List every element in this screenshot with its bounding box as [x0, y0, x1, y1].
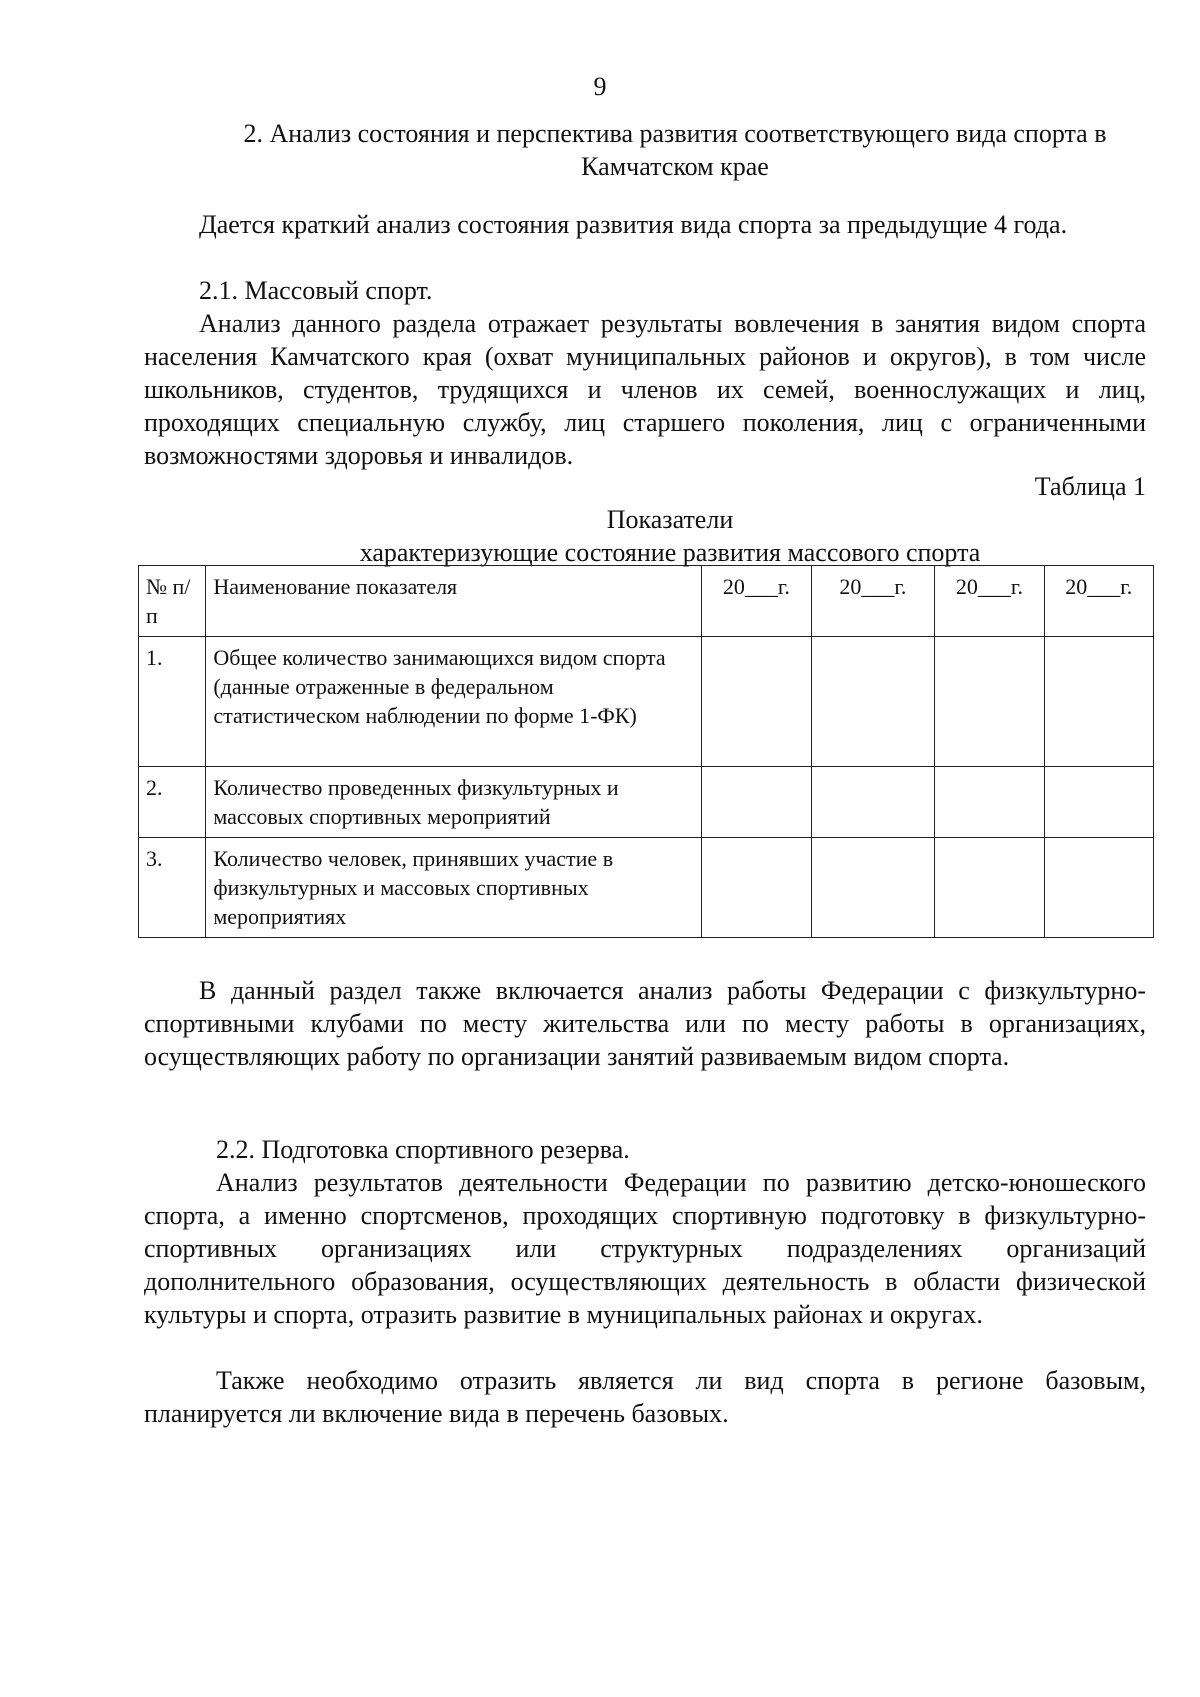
- row-value-cell: [935, 838, 1044, 938]
- table-label: Таблица 1: [1034, 472, 1146, 501]
- header-year-3: 20___г.: [935, 566, 1044, 637]
- row-value-cell: [811, 637, 935, 767]
- reserve-paragraph: Анализ результатов деятельности Федерации по развитию детско-юношеского спорта, а именно спортсменов, проходящих спортивную подготовку в физкультурно-спортивных организациях или структурных подразделениях организаций дополнительного образования, осуществляющих деятельность в области физической культуры и спорта, отразить развитие в муниципальных районах и округах.: [144, 1168, 1146, 1329]
- table-row: [139, 838, 1154, 938]
- row-value-cell: [1044, 637, 1153, 767]
- row-value-cell: [935, 767, 1044, 838]
- row-num: 3.: [139, 838, 206, 938]
- row-value-cell: [811, 767, 935, 838]
- row-name: Общее количество занимающихся видом спорта (данные отраженные в федеральном статистическом наблюдении по форме 1-ФК): [206, 637, 702, 767]
- row-name: Количество проведенных физкультурных и массовых спортивных мероприятий: [206, 767, 702, 838]
- table-caption-line-2: характеризующие состояние развития массового спорта: [359, 538, 981, 567]
- row-num: 2.: [139, 767, 206, 838]
- table-row: [139, 637, 1154, 767]
- table-row: [139, 767, 1154, 838]
- row-value-cell: [1044, 767, 1153, 838]
- row-name: Количество человек, принявших участие в физкультурных и массовых спортивных мероприятиях: [206, 838, 702, 938]
- header-year-2: 20___г.: [811, 566, 935, 637]
- section-title-line-1: 2. Анализ состояния и перспектива развития соответствующего вида спорта в: [243, 119, 1107, 148]
- row-value-cell: [811, 838, 935, 938]
- row-value-cell: [702, 838, 811, 938]
- intro-paragraph: Дается краткий анализ состояния развития вида спорта за предыдущие 4 года.: [199, 210, 1068, 239]
- section-title-line-2: Камчатском крае: [581, 152, 769, 181]
- row-value-cell: [935, 637, 1044, 767]
- subsection-heading-mass-sport: 2.1. Массовый спорт.: [199, 276, 433, 305]
- row-num: 1.: [139, 637, 206, 767]
- header-name: Наименование показателя: [206, 566, 702, 637]
- indicators-table: [138, 565, 1154, 938]
- table-caption-line-1: Показатели: [606, 505, 734, 534]
- section-title: [144, 117, 1146, 183]
- row-value-cell: [702, 767, 811, 838]
- base-sport-paragraph: Также необходимо отразить является ли вид спорта в регионе базовым, планируется ли включение вида в перечень базовых.: [144, 1366, 1146, 1428]
- clubs-paragraph: В данный раздел также включается анализ работы Федерации с физкультурно-спортивными клубами по месту жительства или по месту работы в организациях, осуществляющих работу по организации занятий развиваемым видом спорта.: [144, 976, 1146, 1071]
- table-header-row: [139, 566, 1154, 637]
- header-num: № п/п: [139, 566, 206, 637]
- header-year-1: 20___г.: [702, 566, 811, 637]
- row-value-cell: [702, 637, 811, 767]
- mass-sport-paragraph: Анализ данного раздела отражает результаты вовлечения в занятия видом спорта населения Камчатского края (охват муниципальных районов и округов), в том числе школьников, студентов, трудящихся и членов их семей, военнослужащих и лиц, проходящих специальную службу, лиц старшего поколения, лиц с ограниченными возможностями здоровья и инвалидов.: [144, 309, 1146, 470]
- page-number: 9: [593, 72, 607, 101]
- subsection-heading-reserve: 2.2. Подготовка спортивного резерва.: [216, 1135, 630, 1164]
- header-year-4: 20___г.: [1044, 566, 1153, 637]
- table-caption: [340, 503, 1000, 569]
- row-value-cell: [1044, 838, 1153, 938]
